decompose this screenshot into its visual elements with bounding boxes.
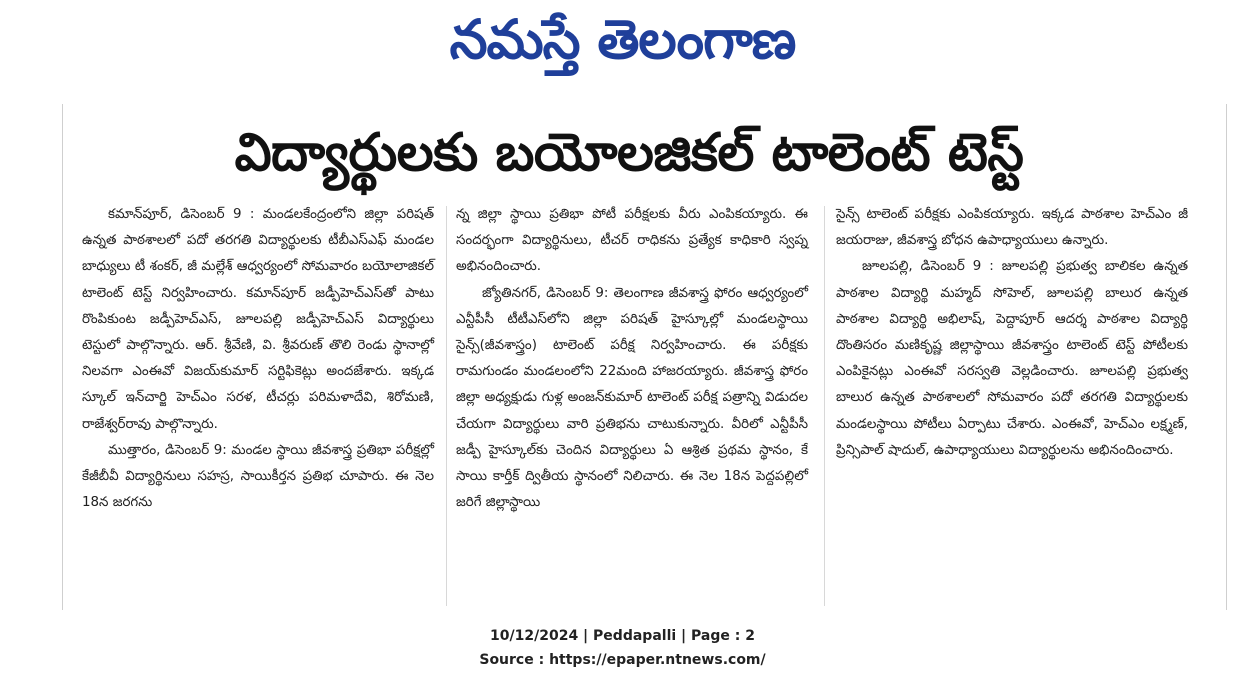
paragraph: జ్యోతినగర్, డిసెంబర్ 9: తెలంగాణ జీవశాస్త్ర ఫోరం ఆధ్వర్యంలో ఎన్టీపీసీ టీటీఎస్‌లోని జిల్లా పరిషత్ హైస్కూల్లో మండలస్థాయి సైన్స్(జీవశాస్త్రం) టాలెంట్ పరీక్ష నిర్వహించారు. ఈ పరీక్షకు రామగుండం మండలంలోని 22మంది హాజరయ్యారు. జీవశాస్త్ర ఫోరం జిల్లా అధ్యక్షుడు గుళ్ల అంజన్‌కుమార్ టాలెంట్ పరీక్ష పత్రాన్ని విడుదల చేయగా విద్యార్థులు వారి ప్రతిభను చాటుకున్నారు. వీరిలో ఎన్టీపీసీ జడ్పీ హైస్కూల్‌కు చెందిన విద్యార్థులు ఏ ఆశ్రిత ప్రథమ స్థానం, కే సాయి కార్తీక్ ద్వితీయ స్థానంలో నిలిచారు. ఈ నెల 18న పెద్దపల్లిలో జరిగే జిల్లాస్థాయి: [456, 285, 808, 511]
right-border: [1226, 104, 1227, 610]
masthead-logo: నమస్తే తెలంగాణ: [449, 8, 796, 71]
column-divider: [824, 206, 825, 606]
article-column-1: [82, 202, 434, 516]
article-column-3: [836, 202, 1188, 464]
column-divider: [446, 206, 447, 606]
paragraph: న్న జిల్లా స్థాయి ప్రతిభా పోటీ పరీక్షలకు వీరు ఎంపికయ్యారు. ఈ సందర్భంగా విద్యార్థినులు, టీచర్ రాధికను ప్రత్యేక కాధికారి స్వప్న అభినందించారు.: [456, 207, 808, 275]
footer-date-edition: 10/12/2024 | Peddapalli | Page : 2: [490, 628, 755, 644]
paragraph: కమాన్‌పూర్, డిసెంబర్ 9 : మండలకేంద్రంలోని జిల్లా పరిషత్ ఉన్నత పాఠశాలలో పదో తరగతి విద్యార్థులకు టీబీఎస్‌ఎఫ్ మండల బాధ్యులు టీ శంకర్, జీ మల్లేశ్ ఆధ్వర్యంలో సోమవారం బయోలాజికల్ టాలెంట్ టెస్ట్ నిర్వహించారు. కమాన్‌పూర్ జడ్పీహెచ్ఎస్‌తో పాటు రొంపికుంట జడ్పీహెచ్ఎస్, జూలపల్లి జడ్పీహెచ్ఎస్ విద్యార్థులు టెస్టులో పాల్గొన్నారు. ఆర్. శ్రీవేణి, వి. శ్రీవరుణ్ తొలి రెండు స్థానాల్లో నిలవగా ఎంఈవో విజయ్‌కుమార్ సర్టిఫికెట్లు అందజేశారు. ఇక్కడ స్కూల్ ఇన్‌చార్జి హెచ్‌ఎం సరళ, టీచర్లు పరిమళాదేవి, శిరోమణి, రాజేశ్వర్‌రావు పాల్గొన్నారు.: [82, 207, 434, 432]
paragraph: సైన్స్ టాలెంట్ పరీక్షకు ఎంపికయ్యారు. ఇక్కడ పాఠశాల హెచ్‌ఎం జీ జయరాజు, జీవశాస్త్ర బోధన ఉపాధ్యాయులు ఉన్నారు.: [836, 207, 1188, 249]
article-headline: విద్యార్థులకు బయోలజికల్ టాలెంట్ టెస్ట్: [234, 123, 1024, 183]
paragraph: ముత్తారం, డిసెంబర్ 9: మండల స్థాయి జీవశాస్త్ర ప్రతిభా పరీక్షల్లో కేజీబీవీ విద్యార్థినులు సహస్ర, సాయికీర్తన ప్రతిభ చూపారు. ఈ నెల 18న జరగను: [82, 442, 434, 511]
article-column-2: [456, 202, 808, 516]
left-border: [62, 104, 63, 610]
footer-source: Source : https://epaper.ntnews.com/: [479, 652, 766, 668]
paragraph: జూలపల్లి, డిసెంబర్ 9 : జూలపల్లి ప్రభుత్వ బాలికల ఉన్నత పాఠశాల విద్యార్థి మహ్మద్ సోహెల్, జూలపల్లి బాలుర ఉన్నత పాఠశాల విద్యార్థి అభిలాష్, పెద్దాపూర్ ఆదర్శ పాఠశాల విద్యార్థి దొంతిసరం మణికృష్ణ జిల్లాస్థాయి జీవశాస్త్రం టాలెంట్ టెస్ట్ పోటీలకు ఎంపికైనట్లు ఎంఈవో సరస్వతి వెల్లడించారు. జూలపల్లి ప్రభుత్వ బాలుర ఉన్నత పాఠశాలలో సోమవారం పదో తరగతి విద్యార్థులకు మండలస్థాయి పోటీలు ఏర్పాటు చేశారు. ఎంఈవో, హెచ్‌ఎం లక్ష్మణ్, ప్రిన్సిపాల్ షాదుల్, ఉపాధ్యాయులు విద్యార్థులను అభినందించారు.: [836, 259, 1188, 458]
